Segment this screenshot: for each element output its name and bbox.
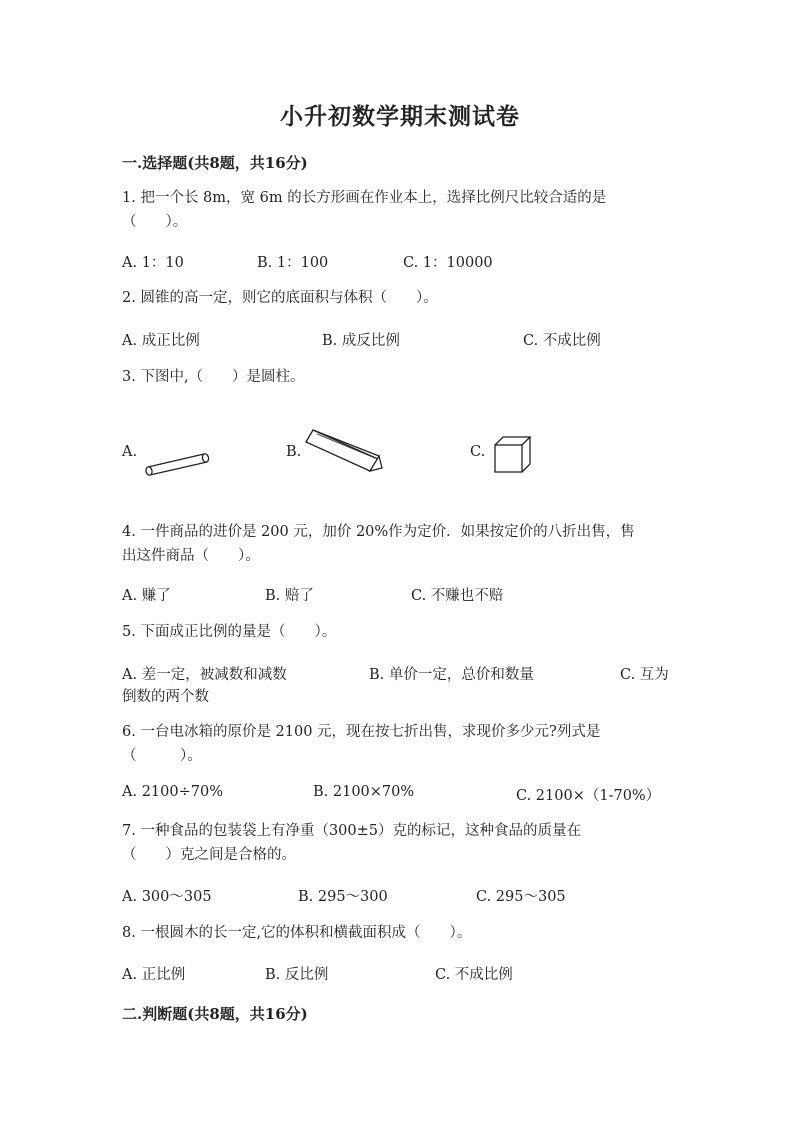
question-1-option-c: C. 1：10000 xyxy=(403,255,493,271)
question-4-option-c: C. 不赚也不赔 xyxy=(411,588,504,604)
question-6-line1: 6. 一台电冰箱的原价是 2100 元，现在按七折出售，求现价多少元?列式是 xyxy=(122,724,601,740)
question-8-option-c: C. 不成比例 xyxy=(435,967,513,983)
question-4-option-b: B. 赔了 xyxy=(265,588,314,604)
question-7-option-a: A. 300～305 xyxy=(122,889,212,905)
question-7-option-c: C. 295～305 xyxy=(476,889,566,905)
question-1-line1: 1. 把一个长 8m，宽 6m 的长方形画在作业本上，选择比例尺比较合适的是 xyxy=(122,190,607,206)
question-7-line2: （ ）克之间是合格的。 xyxy=(122,847,296,863)
question-3-option-c: C. xyxy=(470,444,486,460)
question-3-option-a: A. xyxy=(122,444,138,460)
question-1-line2: （ ）。 xyxy=(122,214,188,230)
question-8-option-a: A. 正比例 xyxy=(122,967,186,983)
question-6-option-a: A. 2100÷70% xyxy=(122,784,223,800)
question-4-option-a: A. 赚了 xyxy=(122,588,171,604)
question-4-line1: 4. 一件商品的进价是 200 元，加价 20%作为定价．如果按定价的八折出售，售 xyxy=(122,524,635,540)
question-7-option-b: B. 295～300 xyxy=(298,889,388,905)
question-2-line1: 2. 圆锥的高一定，则它的底面积与体积（ ）。 xyxy=(122,290,438,306)
page-title: 小升初数学期末测试卷 xyxy=(280,103,520,130)
question-2-option-b: B. 成反比例 xyxy=(322,333,400,349)
question-5-option-c-continued: 倒数的两个数 xyxy=(122,689,209,705)
question-8-option-b: B. 反比例 xyxy=(265,967,329,983)
question-6-option-c: C. 2100×（1-70%） xyxy=(516,788,661,804)
question-1-option-b: B. 1：100 xyxy=(257,255,329,271)
triangular-prism-icon xyxy=(303,428,385,476)
question-6-line2: （ ）。 xyxy=(122,748,202,764)
cube-icon xyxy=(492,434,534,476)
section-heading-judgement: 二.判断题(共8题，共16分) xyxy=(122,1005,308,1023)
question-6-option-b: B. 2100×70% xyxy=(313,784,415,800)
question-1-option-a: A. 1：10 xyxy=(122,255,184,271)
question-7-line1: 7. 一种食品的包装袋上有净重（300±5）克的标记，这种食品的质量在 xyxy=(122,823,581,839)
question-4-line2: 出这件商品（ ）。 xyxy=(122,548,260,564)
question-5-option-b: B. 单价一定，总价和数量 xyxy=(369,667,534,683)
section-heading-choice: 一.选择题(共8题，共16分) xyxy=(122,154,308,172)
question-3-line1: 3. 下图中,（ ）是圆柱。 xyxy=(122,369,305,385)
question-5-line1: 5. 下面成正比例的量是（ ）。 xyxy=(122,624,337,640)
question-8-line1: 8. 一根圆木的长一定,它的体积和横截面积成（ ）。 xyxy=(122,925,472,941)
question-2-option-c: C. 不成比例 xyxy=(523,333,601,349)
cylinder-rod-icon xyxy=(140,448,215,478)
question-5-option-a: A. 差一定，被减数和减数 xyxy=(122,667,287,683)
question-5-option-c: C. 互为 xyxy=(620,667,669,683)
question-2-option-a: A. 成正比例 xyxy=(122,333,200,349)
question-3-option-b: B. xyxy=(286,444,302,460)
